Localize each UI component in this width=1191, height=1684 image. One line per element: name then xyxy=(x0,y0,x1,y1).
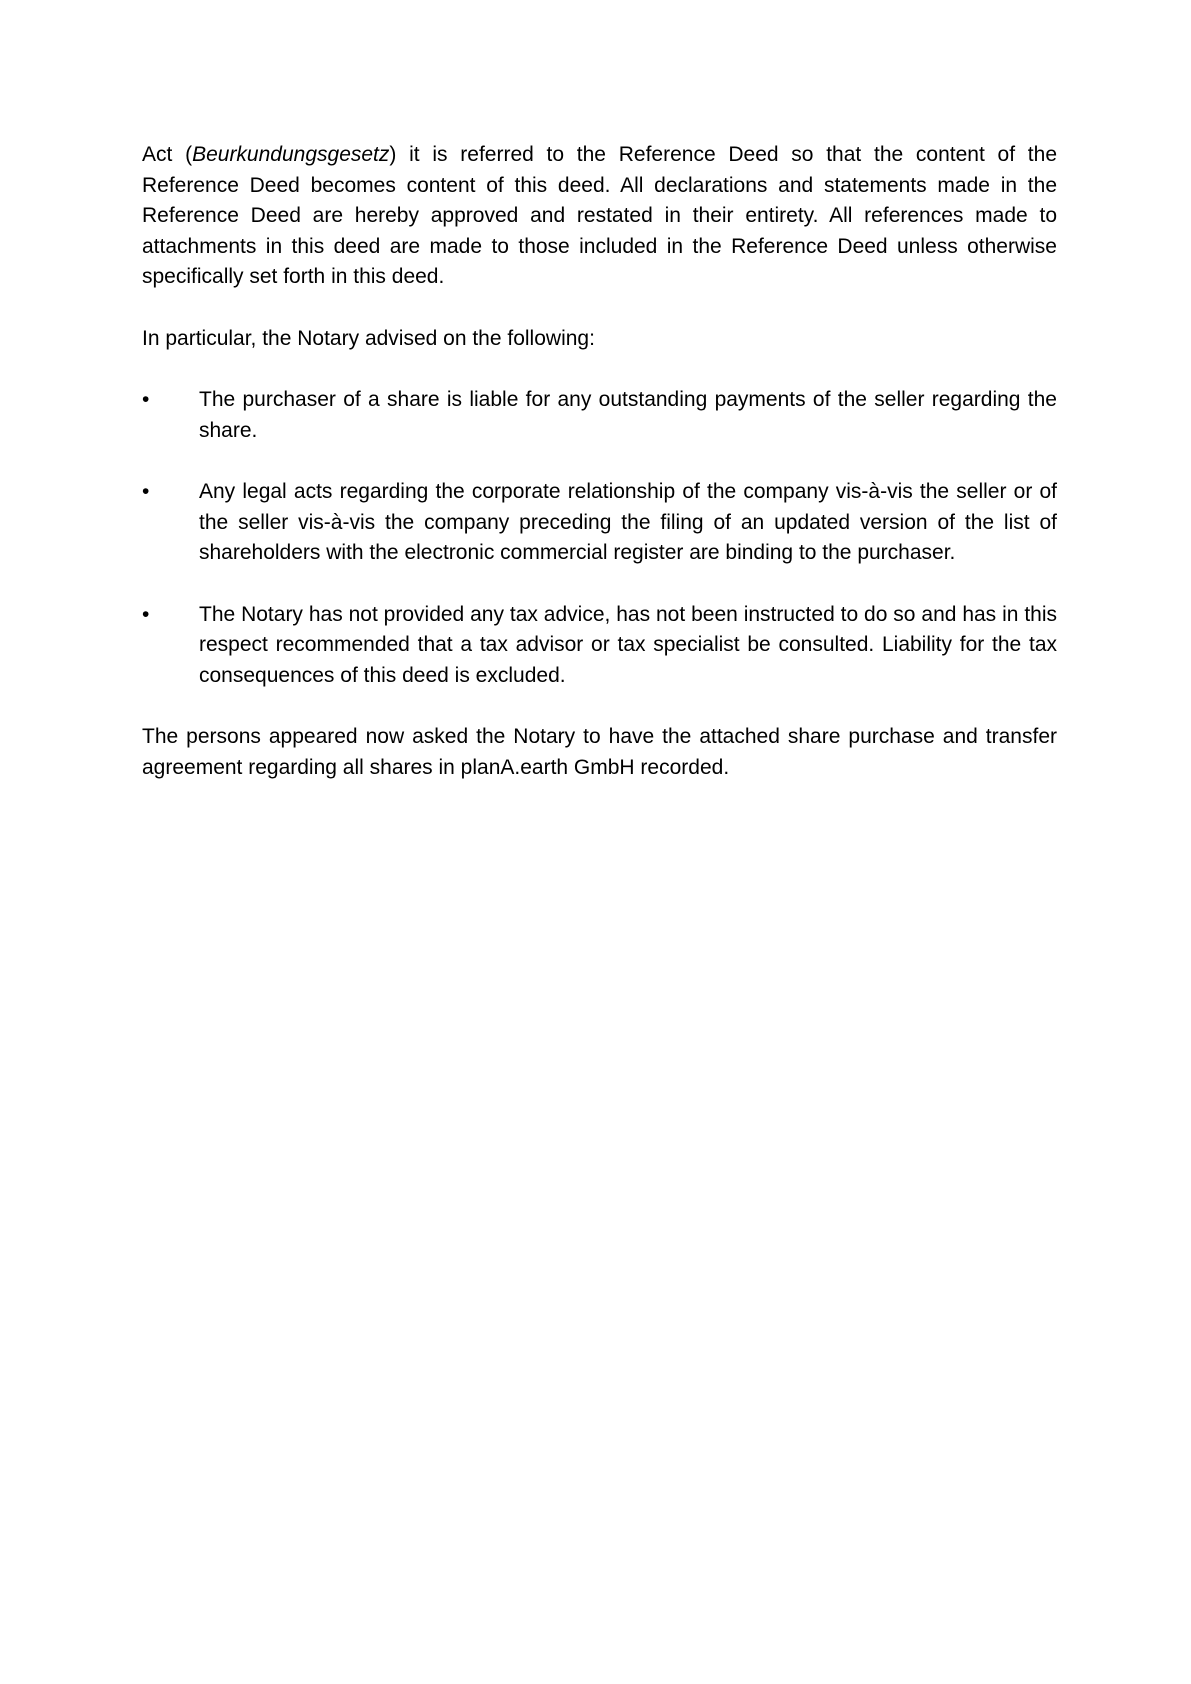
intro-italic-term: Beurkundungsgesetz xyxy=(192,143,390,166)
advice-intro-paragraph: In particular, the Notary advised on the following: xyxy=(142,326,595,350)
list-item xyxy=(142,477,1057,569)
bullet-icon xyxy=(142,477,162,508)
bullet-icon xyxy=(142,385,162,416)
list-item xyxy=(142,385,1057,446)
intro-suffix: ) it is referred to the Reference Deed so that the content of the Reference Deed becomes content of this deed. All declarations and statements made in the Reference Deed are hereby approved and restated in their entirety. All references made to attachments in this deed are made to those included in the Reference Deed unless otherwise specifically set forth in this deed. xyxy=(142,143,1057,288)
intro-paragraph xyxy=(142,140,1057,293)
list-item-text: The purchaser of a share is liable for any outstanding payments of the seller regarding the share. xyxy=(199,388,1057,442)
closing-paragraph: The persons appeared now asked the Notary to have the attached share purchase and transfer agreement regarding all shares in planA.earth GmbH recorded. xyxy=(142,725,1057,779)
advice-list xyxy=(142,385,1057,691)
bullet-icon xyxy=(142,600,162,631)
list-item-text: Any legal acts regarding the corporate relationship of the company vis-à-vis the seller or of the seller vis-à-vis the company preceding the filing of an updated version of the list of shareholders with the electronic commercial register are binding to the purchaser. xyxy=(199,480,1057,564)
list-item-text: The Notary has not provided any tax advice, has not been instructed to do so and has in this respect recommended that a tax advisor or tax specialist be consulted. Liability for the tax consequences of this deed is excluded. xyxy=(199,602,1057,687)
intro-prefix: Act ( xyxy=(142,143,193,166)
document-body xyxy=(142,140,1057,814)
list-item xyxy=(142,600,1057,692)
